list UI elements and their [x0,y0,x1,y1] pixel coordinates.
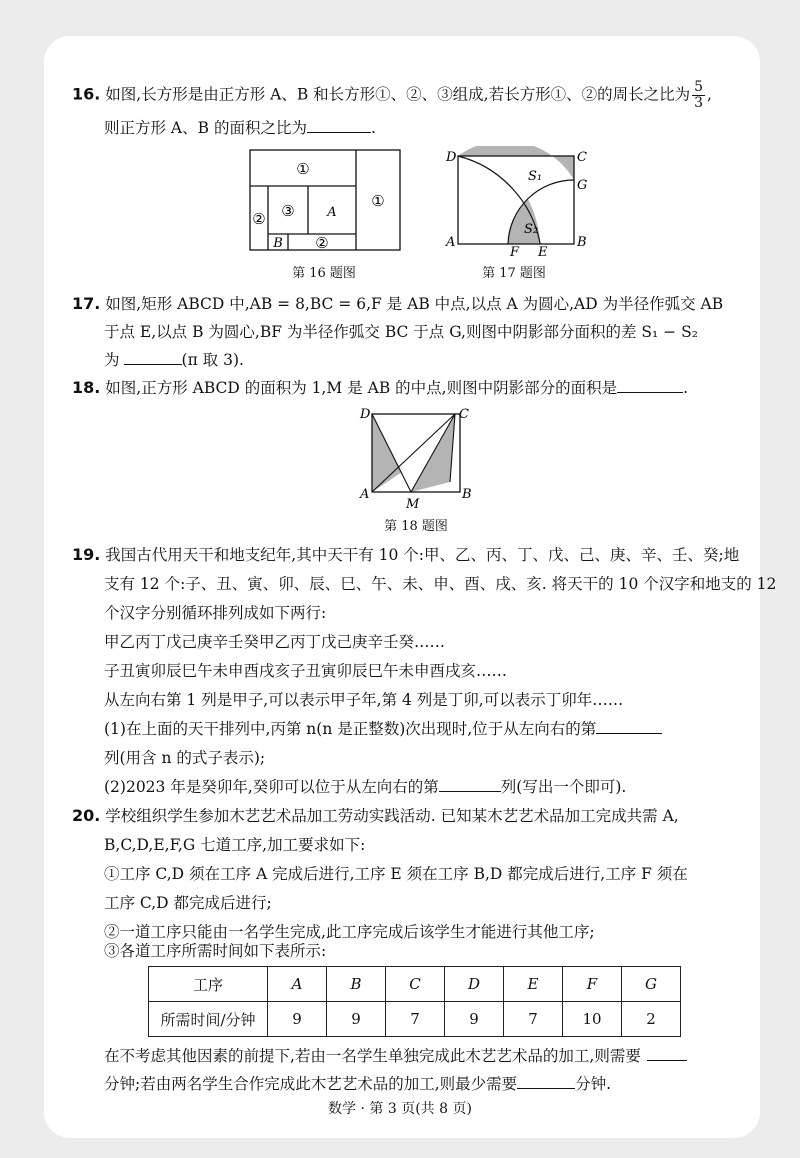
q18-label-B: B [462,487,472,502]
q20-answer-blank-1[interactable] [647,1046,687,1061]
q17-label-C: C [577,150,587,165]
q18-text-1: 如图,正方形 ABCD 的面积为 1,M 是 AB 的中点,则图中阴影部分的面积是 [105,379,618,397]
q16-label-r2-left: ② [252,210,266,228]
q19-line5: 子丑寅卯辰巳午未申酉戌亥子丑寅卯辰巳午未申酉戌亥…… [104,662,508,680]
table-col-F: F [563,967,622,1002]
q19-text-1: 我国古代用天干和地支纪年,其中天干有 10 个:甲、乙、丙、丁、戊、己、庚、辛、壬、癸;地 [105,546,740,564]
q19-text-7: (1)在上面的天干排列中,丙第 n(n 是正整数)次出现时,位于从左向右的第 [104,720,597,738]
table-col-E: E [504,967,563,1002]
q17-label-D: D [446,150,457,165]
q16-text-1: 如图,长方形是由正方形 A、B 和长方形①、②、③组成,若长方形①、②的周长之比为 [105,85,691,104]
q16-answer-blank[interactable] [307,118,371,133]
q19-line3: 个汉字分别循环排列成如下两行: [104,604,327,622]
q20-answer-blank-2[interactable] [517,1074,575,1089]
q20-line5: ②一道工序只能由一名学生完成,此工序完成后该学生才能进行其他工序; [104,923,595,941]
q19-line6: 从左向右第 1 列是甲子,可以表示甲子年,第 4 列是丁卯,可以表示丁卯年…… [104,691,624,709]
q19-line2: 支有 12 个:子、丑、寅、卯、辰、巳、午、未、申、酉、戌、亥. 将天干的 10 个汉字和地支的 12 [104,575,777,593]
q19-line7 [104,719,662,739]
table-row [149,967,681,1002]
table-cell: 7 [386,1002,445,1037]
table-row [149,1002,681,1037]
q18-shaded-left [372,414,402,492]
table-header-label: 工序 [149,967,268,1002]
q20-text-7: 在不考虑其他因素的前提下,若由一名学生单独完成此木艺艺术品的加工,则需要 [104,1047,641,1065]
q19-line1 [72,545,739,565]
q20-line8 [104,1074,611,1094]
q18-label-D: D [360,407,371,422]
q17-answer-blank[interactable] [124,350,182,365]
q20-line7 [104,1046,687,1066]
q16-caption: 第 16 题图 [292,266,356,281]
q16-frac-num: 5 [694,79,703,95]
q19-number: 19. [72,545,101,564]
q20-text-1: 学校组织学生参加木艺艺术品加工劳动实践活动. 已知某木艺艺术品加工完成共需 A, [105,807,679,825]
table-cell: 2 [622,1002,681,1037]
q20-process-table [148,966,681,1037]
q16-line1-end: , [707,85,712,104]
q19-part2-blank[interactable] [439,777,501,792]
table-col-D: D [445,967,504,1002]
q17-label-S2: S₂ [524,222,539,237]
table-cell: 7 [504,1002,563,1037]
q16-label-r3: ③ [281,202,295,220]
q16-label-A: A [327,205,337,220]
q17-caption: 第 17 题图 [482,266,546,281]
q18-label-C: C [459,407,469,422]
q17-label-A: A [446,235,456,250]
table-col-G: G [622,967,681,1002]
q16-number: 16. [72,84,101,104]
table-cell: 9 [268,1002,327,1037]
table-col-C: C [386,967,445,1002]
q19-line4: 甲乙丙丁戊己庚辛壬癸甲乙丙丁戊己庚辛壬癸…… [104,633,446,651]
q16-label-r1-right: ① [371,192,385,210]
table-col-B: B [327,967,386,1002]
q20-line6: ③各道工序所需时间如下表所示: [104,942,327,960]
q17-line2: 于点 E,以点 B 为圆心,BF 为半径作弧交 BC 于点 G,则图中阴影部分面积的差 S₁ − S₂ [104,323,698,341]
q17-figure [442,146,592,258]
q17-label-S1: S₁ [528,169,543,184]
q17-label-F: F [510,245,520,258]
q20-line1 [72,806,679,826]
q17-line3 [104,350,244,370]
q16-frac-den: 3 [694,95,703,111]
q16-line1 [72,80,712,111]
q17-label-E: E [538,245,548,258]
q16-label-B: B [273,236,283,251]
q17-text-3a: 为 [104,351,120,369]
q20-line4: 工序 C,D 都完成后进行; [104,894,272,912]
q20-text-8a: 分钟;若由两名学生合作完成此木艺艺术品的加工,则最少需要 [104,1075,518,1093]
q18-caption: 第 18 题图 [384,519,448,534]
q18-line1-end: . [683,379,689,397]
q17-shaded-S1 [458,146,574,180]
q20-line2: B,C,D,E,F,G 七道工序,加工要求如下: [104,836,366,854]
table-col-A: A [268,967,327,1002]
q18-label-A: A [360,487,370,502]
q17-label-G: G [577,178,588,193]
table-row-label: 所需时间/分钟 [149,1002,268,1037]
q20-text-8b: 分钟. [575,1075,612,1093]
q16-label-r2-bottom: ② [315,234,329,252]
q16-figure [244,144,406,256]
q17-line1 [72,294,723,314]
q16-label-r1-top: ① [296,160,310,178]
q20-number: 20. [72,806,101,825]
q19-text-9a: (2)2023 年是癸卯年,癸卯可以位于从左向右的第 [104,778,439,796]
q17-label-B: B [577,235,587,250]
page-footer: 数学 · 第 3 页(共 8 页) [328,1101,472,1117]
q19-line9 [104,777,626,797]
q17-number: 17. [72,294,101,313]
q16-fraction [692,80,705,111]
q16-line2-end: . [370,119,376,137]
q19-text-9b: 列(写出一个即可). [500,778,627,796]
table-cell: 9 [445,1002,504,1037]
q18-number: 18. [72,378,101,397]
q19-part1-blank[interactable] [596,719,662,734]
q18-label-M: M [406,497,420,512]
table-cell: 9 [327,1002,386,1037]
q17-text-3b: (π 取 3). [181,351,244,369]
q18-answer-blank[interactable] [617,378,683,393]
table-cell: 10 [563,1002,622,1037]
q18-figure [358,402,478,512]
q16-line2 [104,118,376,138]
q17-text-1: 如图,矩形 ABCD 中,AB = 8,BC = 6,F 是 AB 中点,以点 A 为圆心,AD 为半径作弧交 AB [105,295,724,313]
q19-line8: 列(用含 n 的式子表示); [104,749,266,767]
q16-text-2: 则正方形 A、B 的面积之比为 [104,119,307,137]
q20-line3: ①工序 C,D 须在工序 A 完成后进行,工序 E 须在工序 B,D 都完成后进行,工序 F 须在 [104,865,688,883]
q18-line1 [72,378,688,398]
